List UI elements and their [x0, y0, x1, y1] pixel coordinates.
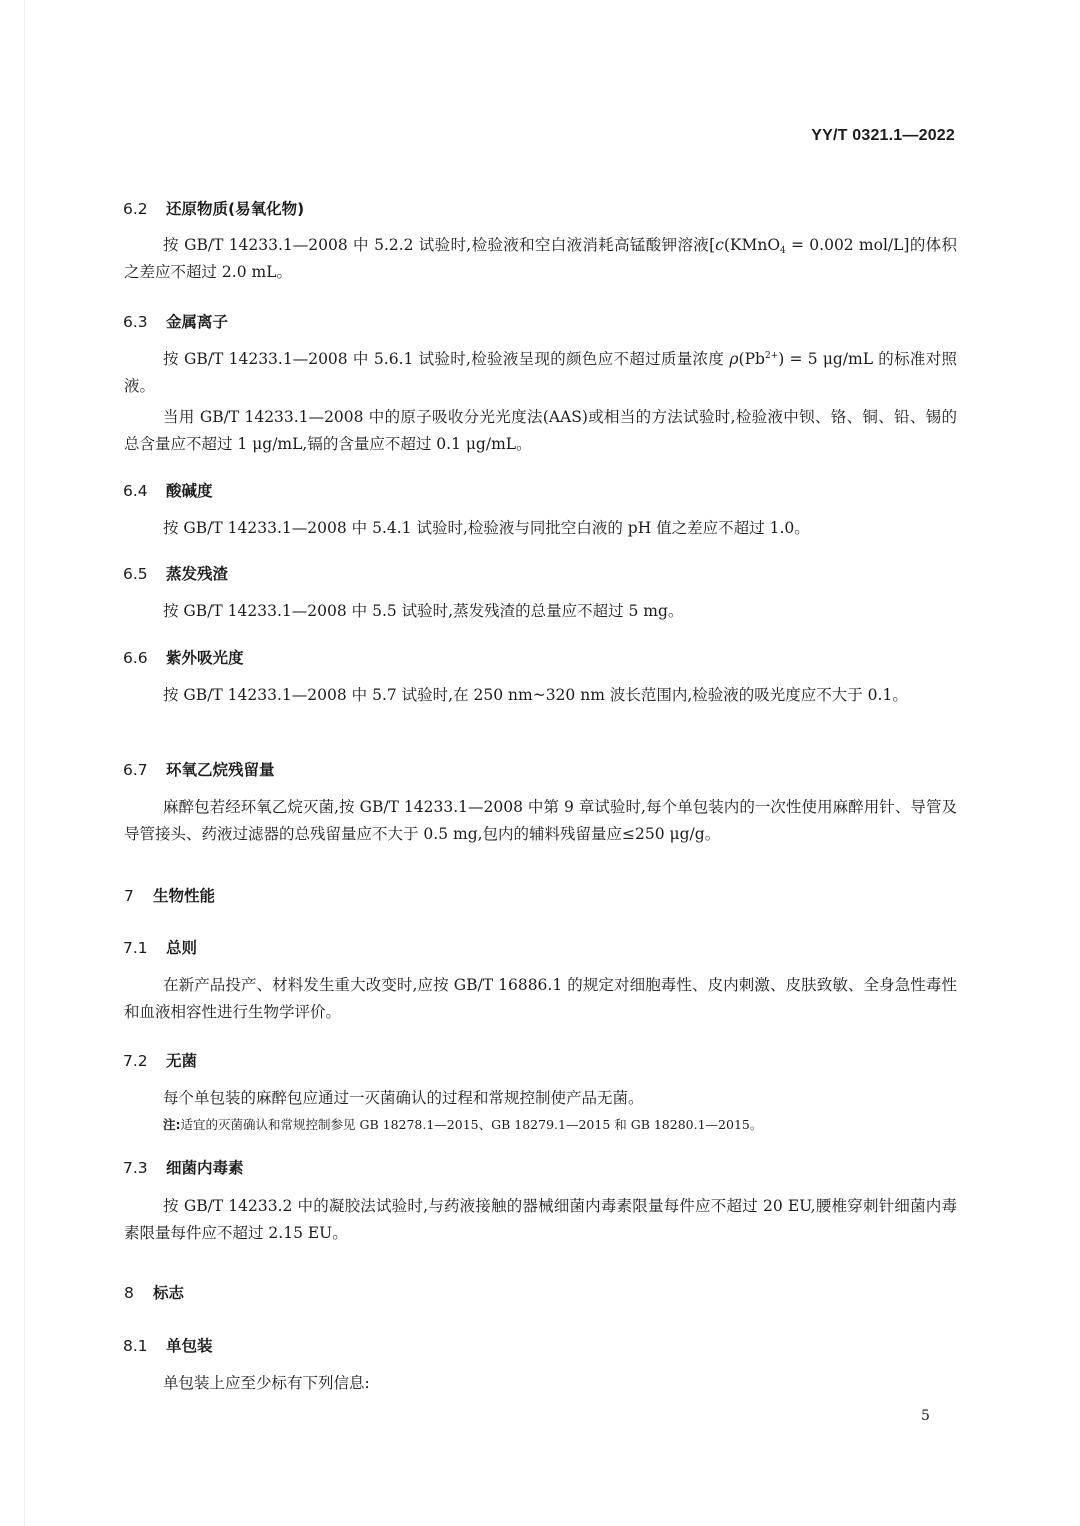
heading-number: 8 [124, 1284, 134, 1302]
text-run: (Pb [738, 350, 765, 368]
heading-6-5 [123, 562, 228, 584]
text-run: 按 GB/T 14233.1—2008 中 5.6.1 试验时,检验液呈现的颜色应不超过质量浓度 [163, 350, 730, 368]
heading-7-2 [123, 1049, 197, 1071]
paragraph-7-2: 每个单包装的麻醉包应通过一灭菌确认的过程和常规控制使产品无菌。 [163, 1089, 644, 1107]
text-run: 按 GB/T 14233.1—2008 中 5.2.2 试验时,检验液和空白液消耗高锰酸钾溶液[ [163, 236, 716, 254]
heading-title: 单包装 [166, 1337, 213, 1355]
heading-title: 环氧乙烷残留量 [166, 761, 275, 779]
heading-title: 酸碱度 [166, 482, 213, 500]
heading-7-3 [123, 1156, 244, 1178]
heading-number: 8.1 [123, 1337, 148, 1355]
heading-title: 细菌内毒素 [166, 1159, 244, 1177]
paragraph-7-1: 在新产品投产、材料发生重大改变时,应按 GB/T 16886.1 的规定对细胞毒性、皮内刺激、皮肤致敏、全身急性毒性和血液相容性进行生物学评价。 [124, 976, 957, 1021]
heading-6-4 [123, 479, 213, 501]
doc-number-header: YY/T 0321.1—2022 [811, 127, 955, 144]
heading-6-6 [123, 646, 244, 668]
heading-title: 紫外吸光度 [166, 649, 244, 667]
heading-6-3 [123, 310, 228, 332]
heading-number: 6.7 [123, 761, 148, 779]
paragraph-6-4: 按 GB/T 14233.1—2008 中 5.4.1 试验时,检验液与同批空白液的 pH 值之差应不超过 1.0。 [163, 519, 810, 537]
heading-number: 6.2 [123, 200, 148, 218]
text-run: (KMnO [723, 236, 781, 254]
paragraph-6-5: 按 GB/T 14233.1—2008 中 5.5 试验时,蒸发残渣的总量应不超过 5 mg。 [163, 602, 684, 620]
paragraph-7-3: 按 GB/T 14233.2 中的凝胶法试验时,与药液接触的器械细菌内毒素限量每件应不超过 20 EU,腰椎穿刺针细菌内毒素限量每件应不超过 2.15 EU。 [124, 1197, 957, 1242]
heading-number: 6.4 [123, 482, 148, 500]
subscript: 4 [780, 246, 786, 256]
note-7-2 [163, 1116, 963, 1134]
superscript: 2+ [764, 351, 779, 361]
scan-edge-line [24, 0, 25, 1526]
heading-title: 金属离子 [166, 313, 229, 331]
page-number: 5 [921, 1408, 930, 1424]
heading-number: 6.5 [123, 565, 148, 583]
paragraph-6-6: 按 GB/T 14233.1—2008 中 5.7 试验时,在 250 nm~320 nm 波长范围内,检验液的吸光度应不大于 0.1。 [163, 686, 908, 704]
heading-title: 无菌 [166, 1052, 198, 1070]
paragraph-8-1: 单包装上应至少标有下列信息: [163, 1374, 370, 1392]
heading-title: 总则 [166, 939, 198, 957]
heading-title: 标志 [153, 1284, 185, 1302]
heading-8 [124, 1281, 184, 1303]
note-label: 注: [163, 1117, 181, 1132]
paragraph-6-2 [124, 232, 957, 286]
heading-number: 7.2 [123, 1052, 148, 1070]
heading-6-2 [123, 197, 304, 219]
symbol-rho: ρ [729, 350, 739, 368]
heading-7-1 [123, 936, 197, 958]
heading-number: 7.3 [123, 1159, 148, 1177]
symbol-c: c [715, 236, 724, 254]
paragraph-6-3-2: 当用 GB/T 14233.1—2008 中的原子吸收分光光度法(AAS)或相当的方法试验时,检验液中钡、铬、铜、铅、锡的总含量应不超过 1 μg/mL,镉的含量应不超过 0.1 μg/mL。 [124, 408, 957, 453]
paragraph-6-7: 麻醉包若经环氧乙烷灭菌,按 GB/T 14233.1—2008 中第 9 章试验时,每个单包装内的一次性使用麻醉用针、导管及导管接头、药液过滤器的总残留量应不大于 0.5 mg,包内的辅料残留量应≤250 μg/g。 [124, 798, 957, 843]
note-text: 适宜的灭菌确认和常规控制参见 GB 18278.1—2015、GB 18279.1—2015 和 GB 18280.1—2015。 [180, 1117, 763, 1132]
heading-number: 6.3 [123, 313, 148, 331]
heading-7 [124, 884, 215, 906]
heading-title: 生物性能 [153, 887, 216, 905]
heading-number: 7 [124, 887, 134, 905]
paragraph-6-3-1 [124, 346, 957, 400]
text-run: = 0.002 mol/L]的体积之差应不超过 2.0 mL。 [124, 236, 957, 281]
heading-number: 6.6 [123, 649, 148, 667]
heading-title: 还原物质(易氧化物) [166, 200, 305, 218]
text-run: ) = 5 μg/mL 的标准对照液。 [124, 350, 957, 395]
heading-8-1 [123, 1334, 213, 1356]
heading-title: 蒸发残渣 [166, 565, 229, 583]
heading-6-7 [123, 758, 275, 780]
heading-number: 7.1 [123, 939, 148, 957]
